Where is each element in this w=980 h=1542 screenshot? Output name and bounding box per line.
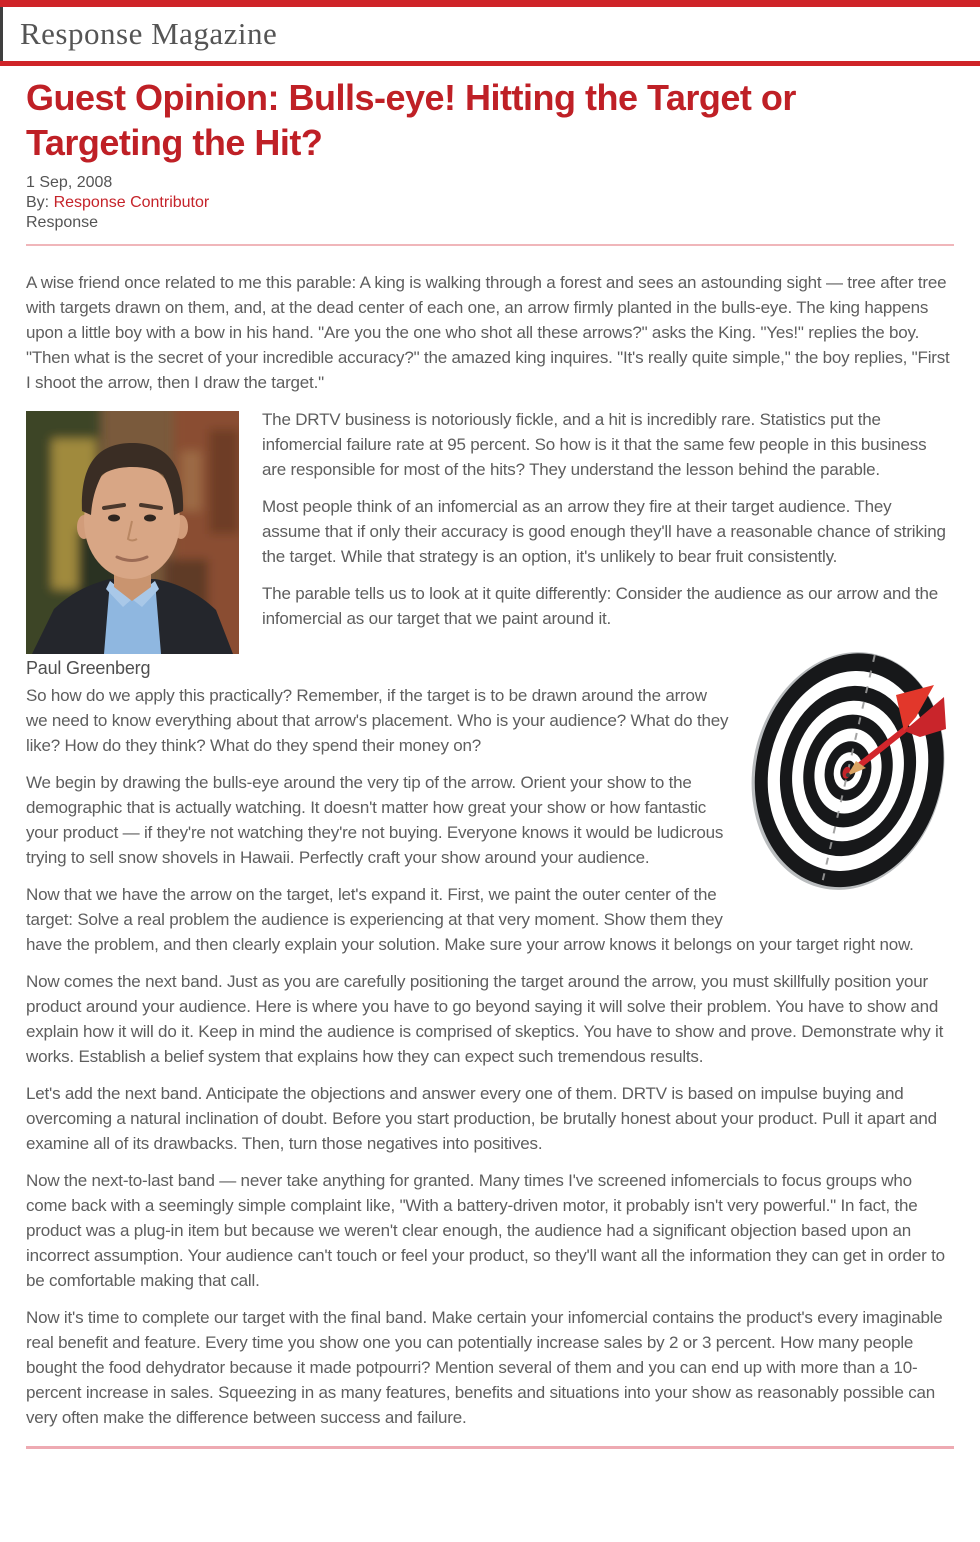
body-paragraph: Let's add the next band. Anticipate the objections and answer every one of them. DRTV is based on impulse buying and overcoming a natural inclination of doubt. Before you start production, be brutally honest about your product. Pull it apart and examine all of its drawbacks. Then, turn those negatives into positives.: [26, 1084, 937, 1153]
meta-divider: [26, 244, 954, 246]
source-label: Response: [26, 214, 99, 231]
article-date: 1 Sep, 2008: [26, 174, 113, 191]
footer-divider: [26, 1446, 954, 1449]
top-red-bar: [0, 0, 980, 7]
body-paragraph: Now comes the next band. Just as you are carefully positioning the target around the arrow, you must skillfully position your product around your audience. Here is where you have to go beyond saying it will solve their problem. You have to show and explain how it will do it. Keep in mind the audience is comprised of skeptics. You have to show and prove. Demonstrate why it works. Establish a belief system that explains how they can expect such tremendous results.: [26, 972, 944, 1066]
body-paragraph: Most people think of an infomercial as an arrow they fire at their target audience. They assume that if only their accuracy is good enough they'll have a reasonable chance of striking the target. While that strategy is an option, it's unlikely to bear fruit consistently.: [262, 497, 946, 566]
body-paragraph: Now that we have the arrow on the target, let's expand it. First, we paint the outer center of the target: Solve a real problem the audience is experiencing at that very moment. Show them they have the problem, and then clearly explain your solution. Make sure your arrow knows it belongs on your target right now.: [26, 885, 914, 954]
body-paragraph: The DRTV business is notoriously fickle, and a hit is incredibly rare. Statistics put the infomercial failure rate at 95 percent. So how is it that the same few people in this business are responsible for most of the hits? They understand the lesson behind the parable.: [262, 410, 927, 479]
author-figure: [26, 411, 239, 679]
author-photo-caption: Paul Greenberg: [26, 658, 151, 678]
body-paragraph: So how do we apply this practically? Remember, if the target is to be drawn around the arrow we need to know everything about that arrow's placement. Who is your audience? What do they like? How do they think? What do they spend their money on?: [26, 686, 729, 755]
byline-author-link[interactable]: Response Contributor: [53, 194, 210, 211]
article-content: [0, 75, 980, 1449]
article-meta: [26, 173, 954, 233]
article-title: Guest Opinion: Bulls-eye! Hitting the Target or Targeting the Hit?: [26, 77, 796, 163]
masthead-red-rule: [0, 61, 980, 66]
dartboard-figure: [746, 645, 954, 921]
masthead-title: Response Magazine: [20, 16, 278, 51]
masthead: [0, 7, 980, 61]
dartboard-image: [746, 645, 954, 921]
byline: [26, 193, 954, 213]
body-paragraph: We begin by drawing the bulls-eye around the very tip of the arrow. Orient your show to the demographic that is actually watching. It doesn't matter how great your show or how fantastic your product — if they're not watching they're not buying. Everyone knows it would be ludicrous trying to sell snow shovels in Hawaii. Perfectly craft your show around your audience.: [26, 773, 724, 867]
article-body: [26, 270, 954, 1430]
body-paragraph: The parable tells us to look at it quite differently: Consider the audience as our arrow and the infomercial as our target that we paint around it.: [262, 584, 939, 628]
author-photo: [26, 411, 239, 654]
byline-prefix: By:: [26, 194, 50, 211]
body-paragraph: Now it's time to complete our target with the final band. Make certain your infomercial contains the product's every imaginable real benefit and feature. Every time you show one you can potentially increase sales by 2 or 3 percent. How many people bought the food dehydrator because it made potpourri? Mention several of them and you can end up with more than a 10-percent increase in sales. Squeezing in as many features, benefits and situations into your show as reasonably possible can very often make the difference between success and failure.: [26, 1308, 943, 1427]
body-paragraph: A wise friend once related to me this parable: A king is walking through a forest and sees an astounding sight — tree after tree with targets drawn on them, and, at the dead center of each one, an arrow firmly planted in the bulls-eye. The king happens upon a little boy with a bow in his hand. "Are you the one who shot all these arrows?" asks the King. "Yes!" replies the boy. "Then what is the secret of your incredible accuracy?" the amazed king inquires. "It's really quite simple," the boy replies, "First I shoot the arrow, then I draw the target.": [26, 273, 950, 392]
body-paragraph: Now the next-to-last band — never take anything for granted. Many times I've screened infomercials to focus groups who come back with a seemingly simple complaint like, "With a battery-driven motor, it probably isn't very powerful." In fact, the product was a plug-in item but because we weren't clear enough, the audience had a significant objection based upon an incorrect assumption. Your audience can't touch or feel your product, so they'll want all the information they can get in order to be comfortable making that call.: [26, 1171, 945, 1290]
